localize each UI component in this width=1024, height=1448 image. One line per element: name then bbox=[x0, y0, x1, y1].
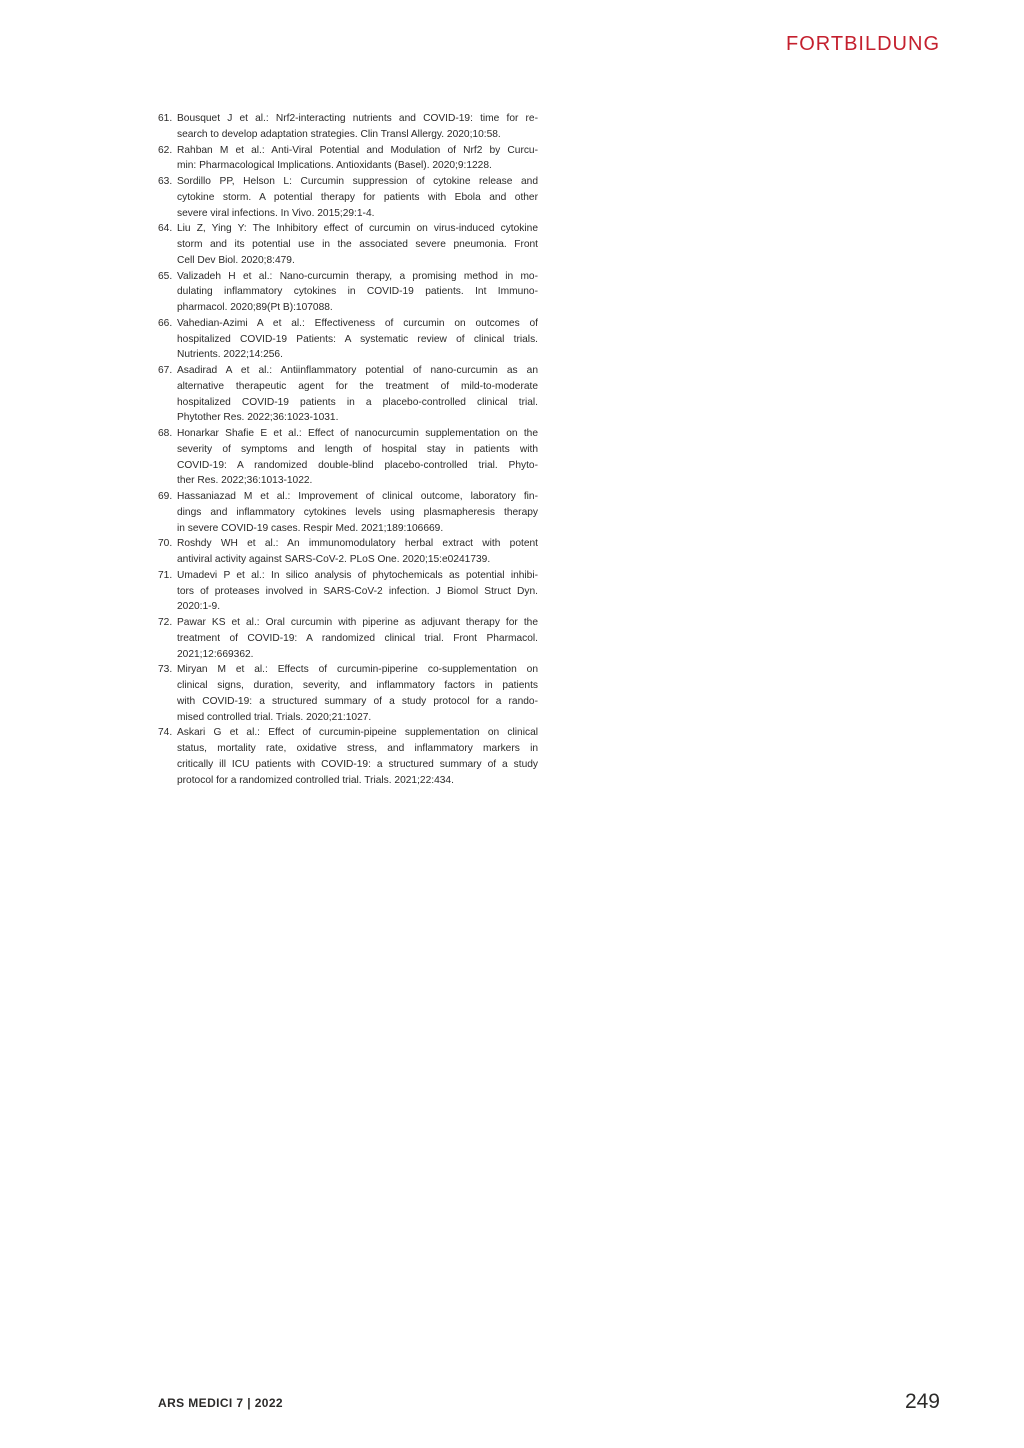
reference-text bbox=[177, 662, 538, 725]
reference-line: Cell Dev Biol. 2020;8:479. bbox=[177, 254, 295, 266]
reference-line: Hassaniazad M et al.: Improvement of clinical outcome, laboratory fin- bbox=[177, 491, 538, 502]
reference-line: Honarkar Shafie E et al.: Effect of nanocurcumin supplementation on the bbox=[177, 428, 538, 439]
reference-item bbox=[158, 725, 538, 788]
reference-number: 71. bbox=[158, 569, 173, 581]
reference-line: antiviral activity against SARS-CoV-2. PLoS One. 2020;15:e0241739. bbox=[177, 554, 491, 565]
reference-line: Phytother Res. 2022;36:1023-1031. bbox=[177, 412, 339, 424]
reference-item bbox=[158, 568, 538, 615]
reference-number: 61. bbox=[158, 113, 173, 124]
reference-line: Vahedian-Azimi A et al.: Effectiveness of curcumin on outcomes of bbox=[177, 317, 538, 329]
reference-text bbox=[177, 725, 538, 788]
reference-line: Askari G et al.: Effect of curcumin-pipeine supplementation on clinical bbox=[177, 727, 538, 739]
reference-line: hospitalized COVID-19 patients in a placebo-controlled clinical trial. bbox=[177, 396, 538, 408]
reference-line: COVID-19: A randomized double-blind placebo-controlled trial. Phyto- bbox=[177, 459, 538, 471]
reference-text bbox=[177, 316, 538, 363]
reference-line: storm and its potential use in the associated severe pneumonia. Front bbox=[177, 239, 538, 250]
reference-line: Roshdy WH et al.: An immunomodulatory herbal extract with potent bbox=[177, 538, 538, 550]
reference-number: 63. bbox=[158, 176, 173, 187]
reference-text bbox=[177, 221, 538, 268]
reference-line: Liu Z, Ying Y: The Inhibitory effect of curcumin on virus-induced cytokine bbox=[177, 223, 538, 235]
reference-line: pharmacol. 2020;89(Pt B):107088. bbox=[177, 302, 333, 313]
reference-text bbox=[177, 269, 538, 316]
reference-line: status, mortality rate, oxidative stress, and inflammatory markers in bbox=[177, 743, 538, 754]
section-header: FORTBILDUNG bbox=[786, 33, 940, 55]
reference-line: Umadevi P et al.: In silico analysis of phytochemicals as potential inhibi- bbox=[177, 569, 538, 581]
reference-number: 62. bbox=[158, 144, 173, 156]
reference-number: 74. bbox=[158, 727, 173, 739]
page-number: 249 bbox=[904, 1390, 940, 1413]
reference-text bbox=[177, 489, 538, 536]
reference-text bbox=[177, 111, 538, 143]
reference-number: 65. bbox=[158, 270, 173, 282]
reference-text bbox=[177, 174, 538, 221]
reference-line: clinical signs, duration, severity, and inflammatory factors in patients bbox=[177, 680, 538, 691]
reference-number: 68. bbox=[158, 428, 173, 439]
reference-number: 67. bbox=[158, 365, 173, 376]
reference-text bbox=[177, 363, 538, 426]
reference-item bbox=[158, 363, 538, 426]
reference-line: Sordillo PP, Helson L: Curcumin suppression of cytokine release and bbox=[177, 176, 538, 187]
reference-number: 72. bbox=[158, 617, 173, 628]
reference-item bbox=[158, 489, 538, 536]
reference-item bbox=[158, 662, 538, 725]
reference-item bbox=[158, 615, 538, 662]
reference-line: tors of proteases involved in SARS-CoV-2 infection. J Biomol Struct Dyn. bbox=[177, 585, 538, 597]
reference-line: 2020:1-9. bbox=[177, 601, 221, 613]
reference-item bbox=[158, 269, 538, 316]
reference-line: Bousquet J et al.: Nrf2-interacting nutrients and COVID-19: time for re- bbox=[177, 113, 538, 124]
reference-text bbox=[177, 568, 538, 615]
reference-line: protocol for a randomized controlled trial. Trials. 2021;22:434. bbox=[177, 774, 454, 786]
reference-line: alternative therapeutic agent for the treatment of mild-to-moderate bbox=[177, 380, 538, 392]
reference-item bbox=[158, 174, 538, 221]
reference-list bbox=[158, 111, 538, 788]
reference-number: 64. bbox=[158, 223, 173, 235]
reference-line: cytokine storm. A potential therapy for patients with Ebola and other bbox=[177, 191, 538, 203]
reference-line: min: Pharmacological Implications. Antioxidants (Basel). 2020;9:1228. bbox=[177, 160, 492, 172]
reference-line: Pawar KS et al.: Oral curcumin with piperine as adjuvant therapy for the bbox=[177, 617, 538, 628]
reference-line: Rahban M et al.: Anti-Viral Potential and Modulation of Nrf2 by Curcu- bbox=[177, 144, 538, 156]
reference-item bbox=[158, 111, 538, 143]
reference-line: Valizadeh H et al.: Nano-curcumin therapy, a promising method in mo- bbox=[177, 270, 538, 282]
reference-item bbox=[158, 536, 538, 568]
reference-line: in severe COVID-19 cases. Respir Med. 2021;189:106669. bbox=[177, 522, 444, 534]
reference-item bbox=[158, 426, 538, 489]
reference-line: hospitalized COVID-19 Patients: A systematic review of clinical trials. bbox=[177, 333, 538, 345]
reference-line: treatment of COVID-19: A randomized clinical trial. Front Pharmacol. bbox=[177, 632, 538, 644]
reference-line: mised controlled trial. Trials. 2020;21:1027. bbox=[177, 711, 372, 723]
reference-text bbox=[177, 143, 538, 175]
reference-line: with COVID-19: a structured summary of a study protocol for a rando- bbox=[177, 695, 538, 707]
reference-line: search to develop adaptation strategies. Clin Transl Allergy. 2020;10:58. bbox=[177, 128, 501, 140]
reference-line: dings and inflammatory cytokines levels using plasmapheresis therapy bbox=[177, 506, 538, 518]
reference-line: Asadirad A et al.: Antiinflammatory potential of nano-curcumin as an bbox=[177, 365, 538, 376]
reference-number: 70. bbox=[158, 538, 173, 550]
reference-line: critically ill ICU patients with COVID-19: a structured summary of a study bbox=[177, 758, 538, 770]
reference-number: 69. bbox=[158, 491, 173, 502]
reference-line: severity of symptoms and length of hospital stay in patients with bbox=[177, 443, 538, 455]
reference-item bbox=[158, 143, 538, 175]
reference-line: Nutrients. 2022;14:256. bbox=[177, 349, 283, 361]
reference-item bbox=[158, 316, 538, 363]
reference-text bbox=[177, 615, 538, 662]
reference-line: severe viral infections. In Vivo. 2015;29:1-4. bbox=[177, 207, 375, 219]
reference-line: 2021;12:669362. bbox=[177, 648, 254, 660]
reference-item bbox=[158, 221, 538, 268]
footer-journal-issue: ARS MEDICI 7 | 2022 bbox=[158, 1396, 283, 1410]
reference-number: 73. bbox=[158, 664, 173, 676]
reference-line: Miryan M et al.: Effects of curcumin-piperine co-supplementation on bbox=[177, 664, 538, 676]
reference-number: 66. bbox=[158, 317, 173, 329]
reference-text bbox=[177, 536, 538, 568]
reference-text bbox=[177, 426, 538, 489]
reference-line: ther Res. 2022;36:1013-1022. bbox=[177, 475, 313, 487]
reference-line: dulating inflammatory cytokines in COVID-19 patients. Int Immuno- bbox=[177, 286, 538, 298]
